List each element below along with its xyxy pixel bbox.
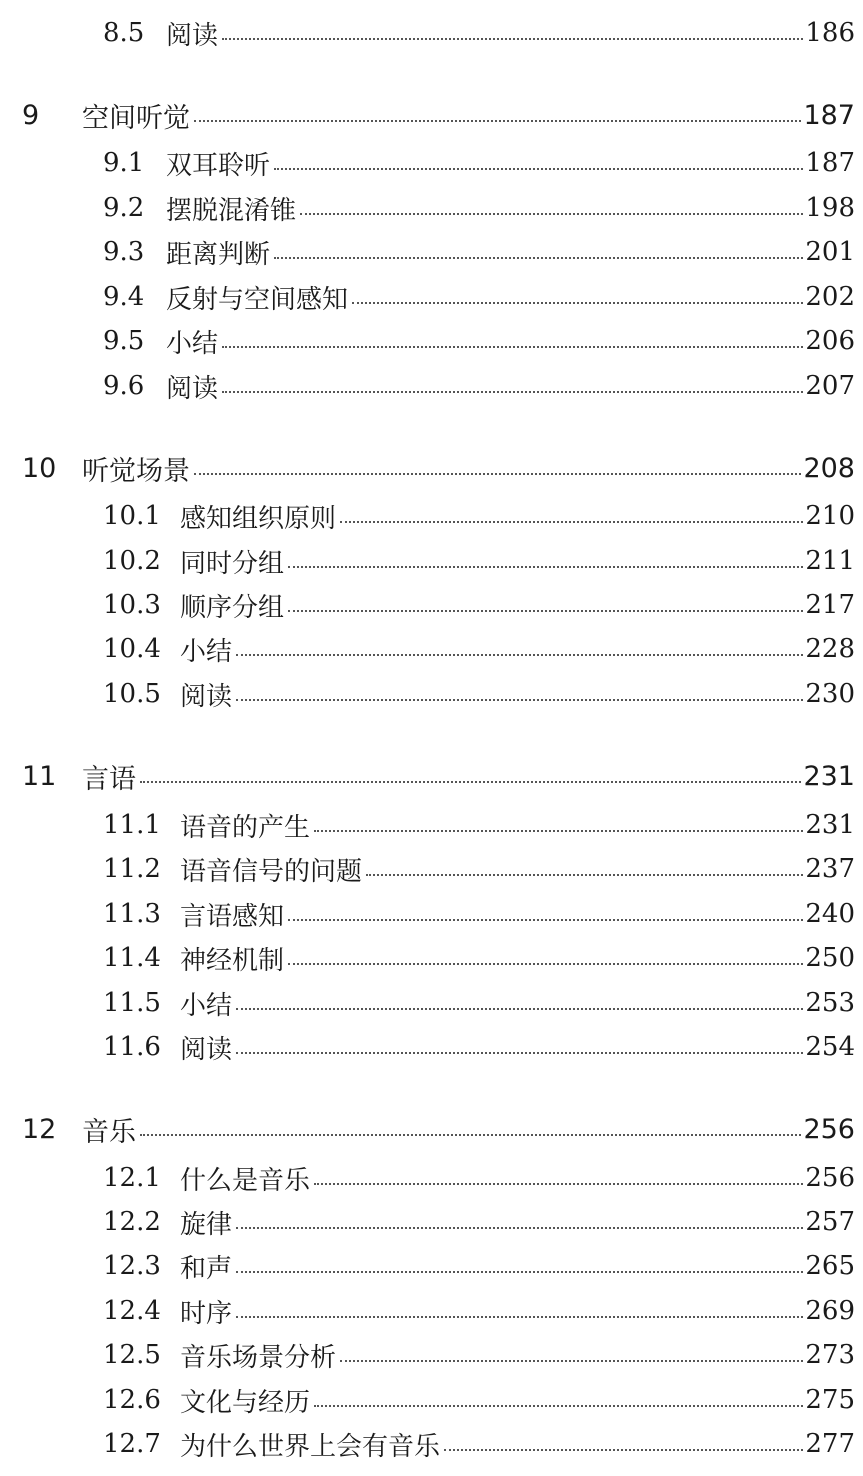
toc-section-entry[interactable] — [0, 143, 863, 183]
entry-page-number: 198 — [805, 193, 855, 223]
entry-page-number: 257 — [805, 1207, 855, 1237]
entry-page-number: 256 — [805, 1163, 855, 1193]
entry-page-number: 275 — [805, 1385, 855, 1415]
entry-number: 9.4 — [103, 282, 145, 312]
entry-number: 12 — [22, 1113, 57, 1145]
entry-number: 11.4 — [103, 943, 161, 973]
toc-section-entry[interactable] — [0, 188, 863, 228]
dot-leader — [288, 919, 803, 921]
entry-title[interactable]: 小结 — [180, 636, 233, 667]
entry-number: 12.1 — [103, 1163, 161, 1193]
toc-section-entry[interactable] — [0, 366, 863, 406]
toc-section-entry[interactable] — [0, 629, 863, 669]
entry-title[interactable]: 阅读 — [166, 20, 219, 51]
entry-number: 12.4 — [103, 1296, 161, 1326]
entry-title[interactable]: 语音信号的问题 — [180, 856, 363, 887]
dot-leader — [194, 120, 801, 122]
entry-title[interactable]: 语音的产生 — [180, 812, 311, 843]
entry-title[interactable]: 言语 — [82, 763, 136, 795]
entry-title[interactable]: 同时分组 — [180, 548, 285, 579]
entry-page-number: 254 — [805, 1032, 855, 1062]
entry-page-number: 230 — [805, 679, 855, 709]
entry-number: 10.4 — [103, 634, 161, 664]
toc-section-entry[interactable] — [0, 805, 863, 845]
entry-page-number: 265 — [805, 1251, 855, 1281]
toc-chapter-entry[interactable] — [0, 1109, 863, 1149]
entry-page-number: 250 — [805, 943, 855, 973]
entry-title[interactable]: 阅读 — [180, 681, 233, 712]
entry-page-number: 202 — [805, 282, 855, 312]
entry-page-number: 206 — [805, 326, 855, 356]
entry-title[interactable]: 阅读 — [180, 1034, 233, 1065]
entry-page-number: 228 — [805, 634, 855, 664]
entry-title[interactable]: 旋律 — [180, 1209, 233, 1240]
entry-page-number: 211 — [805, 546, 855, 576]
entry-page-number: 231 — [803, 760, 855, 792]
entry-number: 11 — [22, 760, 57, 792]
dot-leader — [274, 168, 803, 170]
toc-section-entry[interactable] — [0, 232, 863, 272]
entry-page-number: 237 — [805, 854, 855, 884]
dot-leader — [140, 781, 801, 783]
toc-chapter-entry[interactable] — [0, 448, 863, 488]
entry-number: 9 — [22, 99, 40, 131]
dot-leader — [352, 302, 803, 304]
dot-leader — [236, 1271, 803, 1273]
dot-leader — [340, 521, 803, 523]
entry-title[interactable]: 音乐场景分析 — [180, 1342, 337, 1373]
entry-title[interactable]: 顺序分组 — [180, 592, 285, 623]
entry-number: 12.5 — [103, 1340, 161, 1370]
dot-leader — [236, 654, 803, 656]
toc-chapter-entry[interactable] — [0, 95, 863, 135]
toc-section-entry[interactable] — [0, 894, 863, 934]
entry-number: 10.2 — [103, 546, 161, 576]
entry-title[interactable]: 阅读 — [166, 373, 219, 404]
entry-number: 10.5 — [103, 679, 161, 709]
entry-page-number: 208 — [803, 452, 855, 484]
entry-title[interactable]: 听觉场景 — [82, 455, 190, 487]
entry-number: 10.1 — [103, 501, 161, 531]
entry-number: 11.1 — [103, 810, 161, 840]
entry-number: 11.3 — [103, 899, 161, 929]
entry-number: 12.2 — [103, 1207, 161, 1237]
entry-page-number: 253 — [805, 988, 855, 1018]
entry-number: 9.3 — [103, 237, 145, 267]
dot-leader — [236, 1316, 803, 1318]
dot-leader — [288, 610, 803, 612]
toc-section-entry[interactable] — [0, 1202, 863, 1242]
toc-section-entry[interactable] — [0, 13, 863, 53]
entry-page-number: 256 — [803, 1113, 855, 1145]
dot-leader — [236, 1052, 803, 1054]
entry-title[interactable]: 摆脱混淆锥 — [166, 195, 297, 226]
entry-title[interactable]: 时序 — [180, 1298, 233, 1329]
entry-page-number: 277 — [805, 1429, 855, 1459]
dot-leader — [300, 213, 803, 215]
entry-number: 11.6 — [103, 1032, 161, 1062]
dot-leader — [222, 38, 803, 40]
entry-title[interactable]: 什么是音乐 — [180, 1165, 311, 1196]
toc-section-entry[interactable] — [0, 321, 863, 361]
entry-title[interactable]: 距离判断 — [166, 239, 271, 270]
entry-title[interactable]: 和声 — [180, 1253, 233, 1284]
entry-page-number: 273 — [805, 1340, 855, 1370]
toc-section-entry[interactable] — [0, 1335, 863, 1375]
dot-leader — [222, 346, 803, 348]
entry-page-number: 240 — [805, 899, 855, 929]
dot-leader — [222, 391, 803, 393]
entry-number: 10.3 — [103, 590, 161, 620]
dot-leader — [314, 830, 803, 832]
dot-leader — [274, 257, 803, 259]
entry-page-number: 269 — [805, 1296, 855, 1326]
toc-section-entry[interactable] — [0, 849, 863, 889]
toc-section-entry[interactable] — [0, 585, 863, 625]
entry-title[interactable]: 感知组织原则 — [180, 503, 337, 534]
entry-title[interactable]: 反射与空间感知 — [166, 284, 349, 315]
entry-number: 11.5 — [103, 988, 161, 1018]
entry-number: 9.2 — [103, 193, 145, 223]
toc-section-entry[interactable] — [0, 1291, 863, 1331]
entry-title[interactable]: 小结 — [180, 990, 233, 1021]
entry-page-number: 187 — [803, 99, 855, 131]
toc-chapter-entry[interactable] — [0, 756, 863, 796]
dot-leader — [194, 473, 801, 475]
entry-title[interactable]: 小结 — [166, 328, 219, 359]
entry-title[interactable]: 音乐 — [82, 1116, 136, 1148]
entry-number: 12.3 — [103, 1251, 161, 1281]
dot-leader — [288, 566, 803, 568]
entry-number: 12.6 — [103, 1385, 161, 1415]
toc-section-entry[interactable] — [0, 1027, 863, 1067]
toc-section-entry[interactable] — [0, 1424, 863, 1464]
entry-title[interactable]: 空间听觉 — [82, 102, 190, 134]
dot-leader — [314, 1405, 803, 1407]
entry-number: 9.5 — [103, 326, 145, 356]
toc-section-entry[interactable] — [0, 983, 863, 1023]
dot-leader — [140, 1134, 801, 1136]
entry-page-number: 231 — [805, 810, 855, 840]
toc-section-entry[interactable] — [0, 1380, 863, 1420]
dot-leader — [340, 1360, 803, 1362]
toc-section-entry[interactable] — [0, 496, 863, 536]
dot-leader — [236, 699, 803, 701]
entry-number: 8.5 — [103, 18, 145, 48]
entry-page-number: 186 — [805, 18, 855, 48]
entry-page-number: 187 — [805, 148, 855, 178]
entry-number: 10 — [22, 452, 57, 484]
entry-page-number: 207 — [805, 371, 855, 401]
toc-section-entry[interactable] — [0, 1246, 863, 1286]
dot-leader — [288, 963, 803, 965]
toc-section-entry[interactable] — [0, 674, 863, 714]
entry-page-number: 201 — [805, 237, 855, 267]
dot-leader — [236, 1008, 803, 1010]
toc-section-entry[interactable] — [0, 277, 863, 317]
dot-leader — [444, 1449, 803, 1451]
entry-title[interactable]: 为什么世界上会有音乐 — [180, 1431, 441, 1462]
entry-title[interactable]: 神经机制 — [180, 945, 285, 976]
entry-page-number: 217 — [805, 590, 855, 620]
dot-leader — [236, 1227, 803, 1229]
entry-title[interactable]: 双耳聆听 — [166, 150, 271, 181]
toc-section-entry[interactable] — [0, 1158, 863, 1198]
entry-title[interactable]: 言语感知 — [180, 901, 285, 932]
entry-number: 9.1 — [103, 148, 145, 178]
dot-leader — [314, 1183, 803, 1185]
entry-page-number: 210 — [805, 501, 855, 531]
dot-leader — [366, 874, 803, 876]
entry-number: 11.2 — [103, 854, 161, 884]
entry-number: 9.6 — [103, 371, 145, 401]
entry-number: 12.7 — [103, 1429, 161, 1459]
toc-section-entry[interactable] — [0, 938, 863, 978]
entry-title[interactable]: 文化与经历 — [180, 1387, 311, 1418]
toc-section-entry[interactable] — [0, 541, 863, 581]
